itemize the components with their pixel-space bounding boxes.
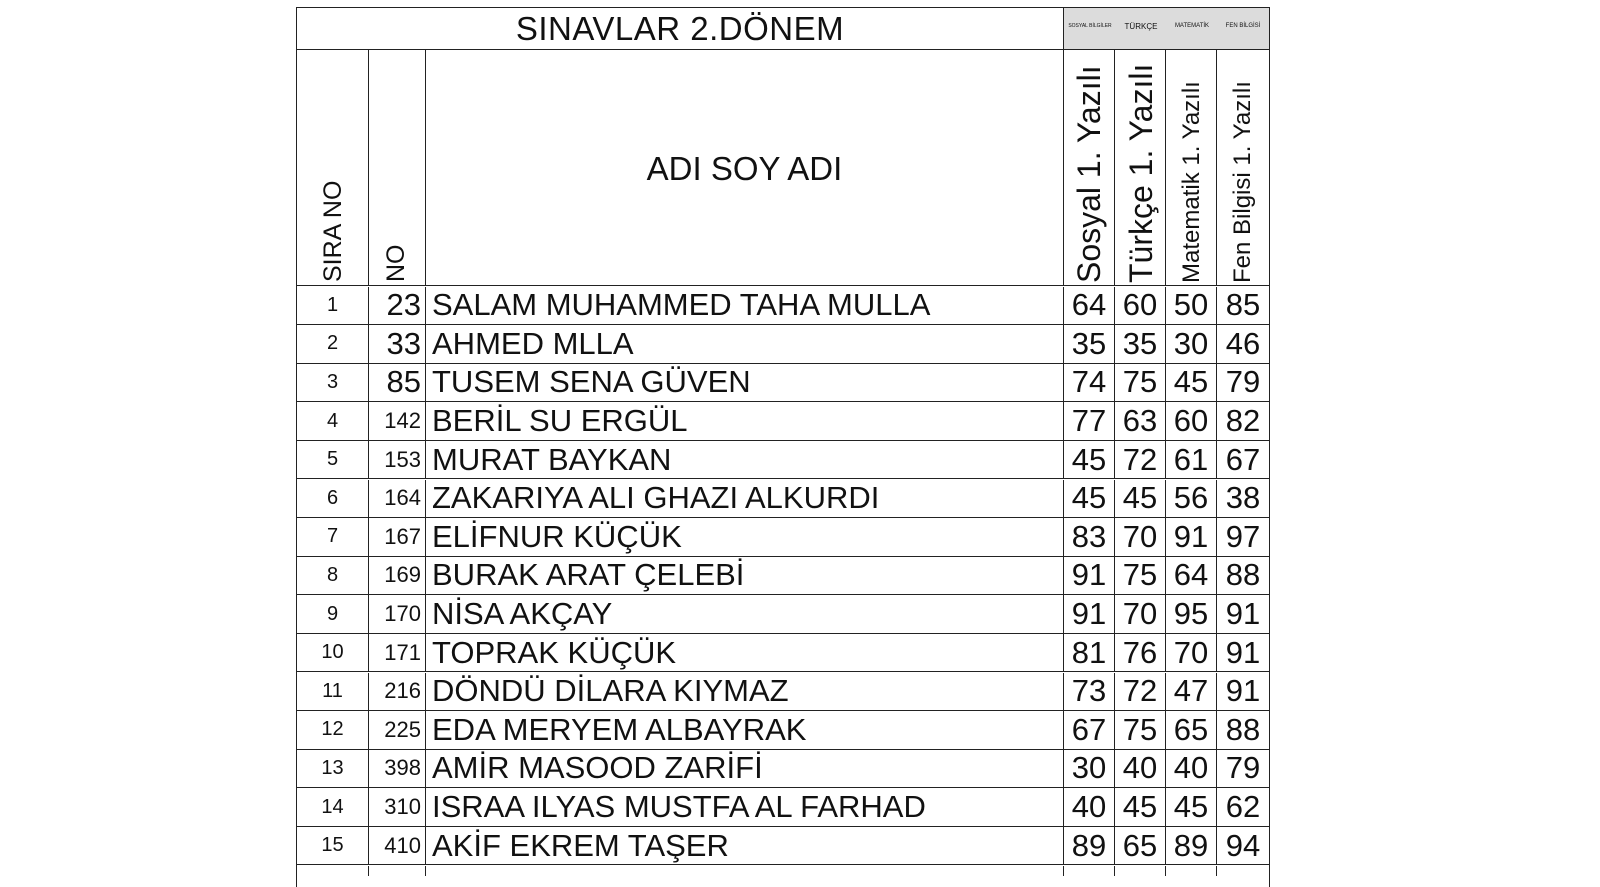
column-divider xyxy=(368,866,370,876)
score-fen-cell: 46 xyxy=(1225,325,1261,361)
score-fen-cell: 97 xyxy=(1225,518,1261,554)
column-header-sosyal-label: Sosyal 1. Yazılı xyxy=(1071,65,1107,283)
score-sosyal-cell: 45 xyxy=(1064,441,1115,479)
score-matematik-cell: 91 xyxy=(1166,518,1217,556)
student-name-cell: EDA MERYEM ALBAYRAK xyxy=(426,711,1064,749)
table-row xyxy=(297,711,1269,750)
score-sosyal-cell: 81 xyxy=(1064,634,1115,672)
table-row xyxy=(297,634,1269,673)
score-fen-cell: 79 xyxy=(1225,750,1261,786)
score-fen-cell: 38 xyxy=(1225,480,1261,516)
sira-no-cell: 7 xyxy=(297,518,369,556)
student-name-cell: NİSA AKÇAY xyxy=(426,595,1064,633)
score-matematik-cell: 50 xyxy=(1166,287,1217,325)
column-divider xyxy=(1063,866,1065,876)
student-name-cell: DÖNDÜ DİLARA KIYMAZ xyxy=(426,673,1064,711)
sira-no-cell: 11 xyxy=(297,673,369,711)
score-turkce-cell: 76 xyxy=(1115,634,1166,672)
table-row xyxy=(297,518,1269,557)
sira-no-cell: 1 xyxy=(297,287,369,325)
score-sosyal-cell: 83 xyxy=(1064,518,1115,556)
grade-sheet xyxy=(296,7,1270,887)
table-row xyxy=(297,595,1269,634)
score-turkce-cell: 63 xyxy=(1115,402,1166,440)
score-matematik-cell: 60 xyxy=(1166,402,1217,440)
score-matematik-cell: 45 xyxy=(1166,788,1217,826)
score-sosyal-cell: 89 xyxy=(1064,827,1115,865)
score-matematik-cell: 40 xyxy=(1166,750,1217,788)
student-no-cell: 169 xyxy=(369,557,426,595)
score-fen-cell: 91 xyxy=(1225,673,1261,709)
column-header-fen-label: Fen Bilgisi 1. Yazılı xyxy=(1229,81,1256,283)
column-header-no xyxy=(369,50,426,286)
sira-no-cell: 5 xyxy=(297,441,369,479)
student-name-cell: ELİFNUR KÜÇÜK xyxy=(426,518,1064,556)
student-name-cell: BURAK ARAT ÇELEBİ xyxy=(426,557,1064,595)
table-row xyxy=(297,750,1269,789)
score-matematik-cell: 70 xyxy=(1166,634,1217,672)
student-no-cell: 85 xyxy=(369,364,426,402)
score-sosyal-cell: 64 xyxy=(1064,287,1115,325)
score-sosyal-cell: 45 xyxy=(1064,480,1115,518)
column-header-turkce xyxy=(1115,50,1166,286)
subject-short-fen: FEN BİLGİSİ xyxy=(1225,23,1261,29)
score-matematik-cell: 89 xyxy=(1166,827,1217,865)
subject-short-sosyal: SOSYAL BİLGİLER xyxy=(1068,23,1112,29)
score-sosyal-cell: 40 xyxy=(1064,788,1115,826)
table-row xyxy=(297,788,1269,827)
sira-no-cell: 6 xyxy=(297,480,369,518)
score-turkce-cell: 75 xyxy=(1115,711,1166,749)
column-header-sosyal xyxy=(1064,50,1115,286)
sira-no-cell: 14 xyxy=(297,788,369,826)
score-turkce-cell: 72 xyxy=(1115,673,1166,711)
sira-no-cell: 13 xyxy=(297,750,369,788)
table-row xyxy=(297,673,1269,712)
student-no-cell: 170 xyxy=(369,595,426,633)
student-name-cell: TUSEM SENA GÜVEN xyxy=(426,364,1064,402)
score-turkce-cell: 45 xyxy=(1115,788,1166,826)
score-sosyal-cell: 77 xyxy=(1064,402,1115,440)
score-turkce-cell: 72 xyxy=(1115,441,1166,479)
score-fen-cell: 94 xyxy=(1225,827,1261,863)
student-no-cell: 171 xyxy=(369,634,426,672)
student-no-cell: 225 xyxy=(369,711,426,749)
table-row xyxy=(297,325,1269,364)
score-turkce-cell: 70 xyxy=(1115,518,1166,556)
score-turkce-cell: 60 xyxy=(1115,287,1166,325)
table-row xyxy=(297,557,1269,596)
score-fen-cell: 88 xyxy=(1225,711,1261,747)
score-turkce-cell: 40 xyxy=(1115,750,1166,788)
score-matematik-cell: 61 xyxy=(1166,441,1217,479)
subject-short-matematik: MATEMATİK xyxy=(1174,23,1210,29)
score-matematik-cell: 30 xyxy=(1166,325,1217,363)
score-sosyal-cell: 91 xyxy=(1064,595,1115,633)
sira-no-cell: 4 xyxy=(297,402,369,440)
sheet-title: SINAVLAR 2.DÖNEM xyxy=(297,8,1064,50)
column-header-sira xyxy=(297,50,369,286)
column-header-matematik xyxy=(1166,50,1217,286)
score-matematik-cell: 45 xyxy=(1166,364,1217,402)
table-row xyxy=(297,287,1269,326)
table-row xyxy=(297,480,1269,519)
sira-no-cell: 10 xyxy=(297,634,369,672)
score-turkce-cell: 65 xyxy=(1115,827,1166,865)
score-fen-cell: 91 xyxy=(1225,634,1261,670)
sira-no-cell: 3 xyxy=(297,364,369,402)
student-name-cell: TOPRAK KÜÇÜK xyxy=(426,634,1064,672)
column-header-matematik-label: Matematik 1. Yazılı xyxy=(1178,81,1205,283)
sira-no-cell: 12 xyxy=(297,711,369,749)
sira-no-cell: 15 xyxy=(297,827,369,865)
score-fen-cell: 62 xyxy=(1225,789,1261,825)
score-turkce-cell: 75 xyxy=(1115,364,1166,402)
column-divider xyxy=(425,866,427,876)
student-name-cell: ISRAA ILYAS MUSTFA AL FARHAD xyxy=(426,788,1064,826)
score-sosyal-cell: 74 xyxy=(1064,364,1115,402)
column-header-fen xyxy=(1217,50,1269,286)
student-name-cell: BERİL SU ERGÜL xyxy=(426,402,1064,440)
score-turkce-cell: 35 xyxy=(1115,325,1166,363)
table-row-trailing xyxy=(297,866,1269,876)
column-header-name xyxy=(426,50,1064,286)
score-matematik-cell: 95 xyxy=(1166,595,1217,633)
score-fen-cell: 67 xyxy=(1225,441,1261,477)
student-no-cell: 310 xyxy=(369,788,426,826)
table-row xyxy=(297,441,1269,480)
student-no-cell: 167 xyxy=(369,518,426,556)
column-header-no-label: NO xyxy=(382,244,410,282)
student-name-cell: AHMED MLLA xyxy=(426,325,1064,363)
student-no-cell: 153 xyxy=(369,441,426,479)
sira-no-cell: 8 xyxy=(297,557,369,595)
score-fen-cell: 82 xyxy=(1225,403,1261,439)
column-header-name-label: ADI SOY ADI xyxy=(646,150,843,187)
subject-short-turkce: TÜRKÇE xyxy=(1124,22,1158,31)
score-matematik-cell: 64 xyxy=(1166,557,1217,595)
score-sosyal-cell: 73 xyxy=(1064,673,1115,711)
score-sosyal-cell: 35 xyxy=(1064,325,1115,363)
table-row xyxy=(297,827,1269,866)
student-name-cell: AMİR MASOOD ZARİFİ xyxy=(426,750,1064,788)
student-name-cell: AKİF EKREM TAŞER xyxy=(426,827,1064,865)
score-matematik-cell: 56 xyxy=(1166,480,1217,518)
sira-no-cell: 9 xyxy=(297,595,369,633)
column-header-turkce-label: Türkçe 1. Yazılı xyxy=(1123,63,1159,283)
sira-no-cell: 2 xyxy=(297,325,369,363)
student-no-cell: 410 xyxy=(369,827,426,865)
column-header-sira-label: SIRA NO xyxy=(319,180,347,282)
score-turkce-cell: 75 xyxy=(1115,557,1166,595)
student-no-cell: 33 xyxy=(369,325,426,363)
subject-header-bar xyxy=(1064,8,1269,50)
score-fen-cell: 88 xyxy=(1225,557,1261,593)
table-row xyxy=(297,364,1269,403)
score-sosyal-cell: 67 xyxy=(1064,711,1115,749)
score-sosyal-cell: 91 xyxy=(1064,557,1115,595)
table-row xyxy=(297,402,1269,441)
student-no-cell: 164 xyxy=(369,480,426,518)
score-turkce-cell: 70 xyxy=(1115,595,1166,633)
student-no-cell: 398 xyxy=(369,750,426,788)
student-no-cell: 216 xyxy=(369,673,426,711)
score-fen-cell: 79 xyxy=(1225,364,1261,400)
column-divider xyxy=(1114,866,1116,876)
score-fen-cell: 91 xyxy=(1225,596,1261,632)
score-turkce-cell: 45 xyxy=(1115,480,1166,518)
student-name-cell: SALAM MUHAMMED TAHA MULLA xyxy=(426,287,1064,325)
student-no-cell: 23 xyxy=(369,287,426,325)
score-matematik-cell: 65 xyxy=(1166,711,1217,749)
score-fen-cell: 85 xyxy=(1225,287,1261,323)
student-name-cell: MURAT BAYKAN xyxy=(426,441,1064,479)
column-divider xyxy=(1165,866,1167,876)
score-sosyal-cell: 30 xyxy=(1064,750,1115,788)
student-no-cell: 142 xyxy=(369,402,426,440)
score-matematik-cell: 47 xyxy=(1166,673,1217,711)
column-divider xyxy=(1216,866,1218,876)
student-name-cell: ZAKARIYA ALI GHAZI ALKURDI xyxy=(426,480,1064,518)
